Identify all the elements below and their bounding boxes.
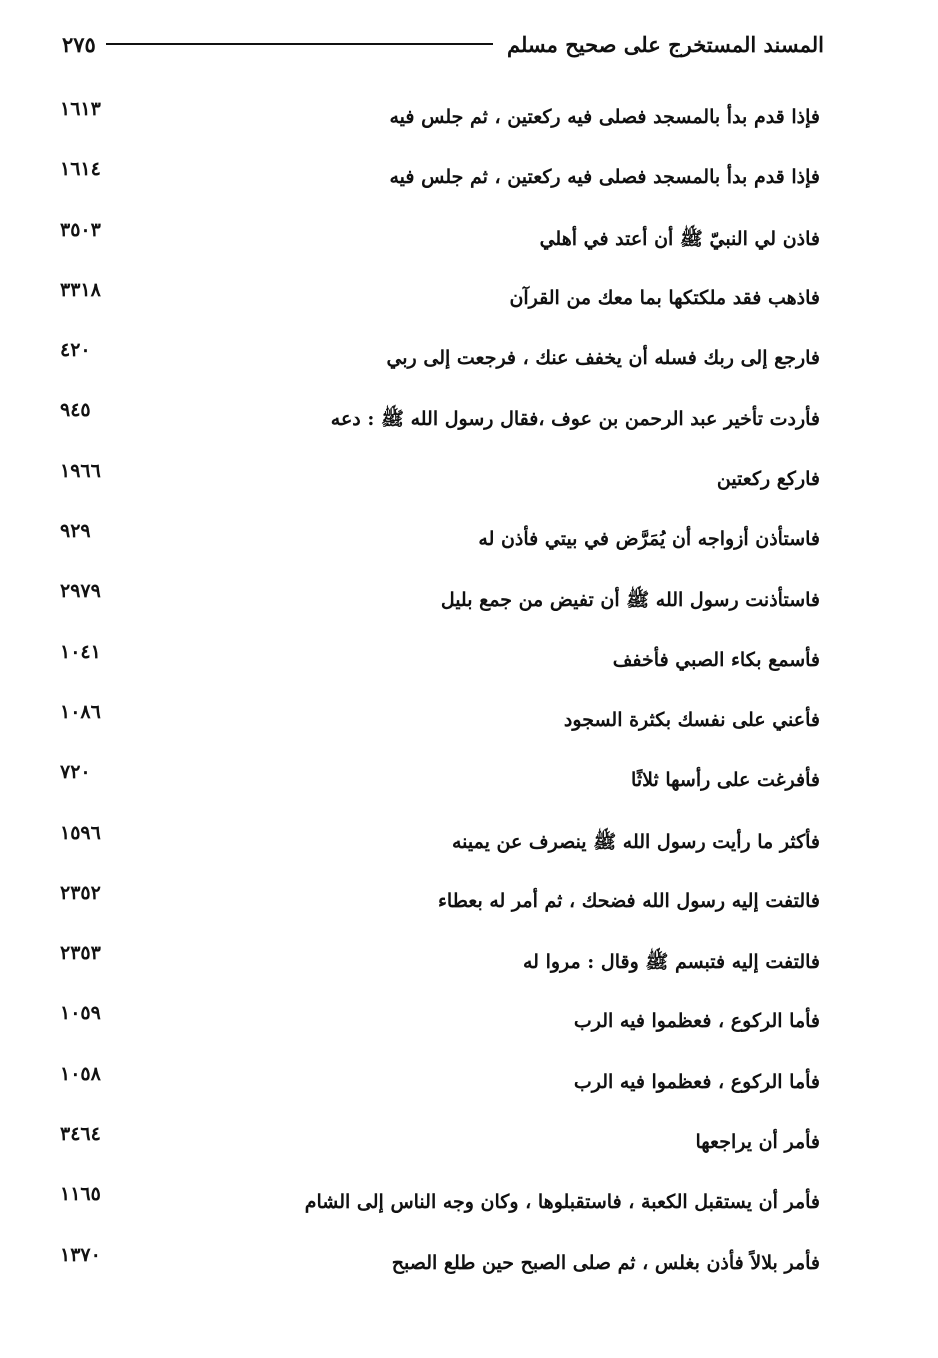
index-entry bbox=[60, 273, 820, 333]
index-entry bbox=[60, 514, 820, 574]
entry-number: ١٣٧٠ bbox=[60, 1243, 101, 1266]
entry-number: ١١٦٥ bbox=[60, 1183, 101, 1206]
entry-number: ٣٣١٨ bbox=[60, 278, 101, 301]
index-entry bbox=[60, 876, 820, 936]
index-entry bbox=[60, 1057, 820, 1117]
entry-text: فإذا قدم بدأ بالمسجد فصلى فيه ركعتين ، ثم جلس فيه bbox=[389, 166, 820, 189]
entry-text: فاركع ركعتين bbox=[716, 467, 820, 490]
index-entry bbox=[60, 152, 820, 212]
entry-text: فأمر أن يستقبل الكعبة ، فاستقبلوها ، وكان وجه الناس إلى الشام bbox=[304, 1191, 820, 1214]
index-entry bbox=[60, 996, 820, 1056]
index-entry bbox=[60, 1117, 820, 1177]
entry-text: فاستأذنت رسول الله ﷺ أن تفيض من جمع بليل bbox=[440, 589, 820, 612]
entry-number: ١٦١٣ bbox=[60, 98, 101, 120]
entry-number: ١٠٥٨ bbox=[60, 1062, 101, 1085]
entry-text: فأما الركوع ، فعظموا فيه الرب bbox=[573, 1070, 820, 1093]
entry-text: فإذا قدم بدأ بالمسجد فصلى فيه ركعتين ، ثم جلس فيه bbox=[389, 106, 820, 128]
entry-number: ٢٣٥٣ bbox=[60, 942, 101, 965]
hadith-index-list bbox=[60, 92, 820, 1298]
index-entry bbox=[60, 755, 820, 815]
entry-number: ١٠٥٩ bbox=[60, 1002, 101, 1025]
index-entry bbox=[60, 1238, 820, 1298]
index-entry bbox=[60, 635, 820, 695]
page-number: ٢٧٥ bbox=[62, 31, 96, 57]
entry-text: فاستأذن أزواجه أن يُمَرَّض في بيتي فأذن له bbox=[478, 528, 820, 551]
entry-number: ٣٤٦٤ bbox=[60, 1123, 101, 1146]
entry-number: ٤٢٠ bbox=[60, 339, 91, 362]
entry-text: فاذهب فقد ملكتكها بما معك من القرآن bbox=[509, 286, 820, 309]
entry-number: ٣٥٠٣ bbox=[60, 218, 101, 241]
entry-number: ١٠٨٦ bbox=[60, 700, 101, 723]
entry-text: فأسمع بكاء الصبي فأخفف bbox=[612, 648, 820, 671]
entry-text: فأمر بلالاً فأذن بغلس ، ثم صلى الصبح حين طلع الصبح bbox=[391, 1251, 820, 1274]
index-entry bbox=[60, 333, 820, 393]
index-entry bbox=[60, 695, 820, 755]
entry-number: ٢٣٥٢ bbox=[60, 881, 101, 904]
entry-text: فأعني على نفسك بكثرة السجود bbox=[563, 708, 820, 731]
page-header bbox=[62, 22, 824, 66]
entry-text: فاذن لي النبيّ ﷺ أن أعتد في أهلي bbox=[539, 227, 820, 250]
index-entry bbox=[60, 1177, 820, 1237]
entry-text: فالتفت إليه رسول الله فضحك ، ثم أمر له بعطاء bbox=[437, 889, 820, 912]
entry-number: ١٥٩٦ bbox=[60, 821, 101, 844]
entry-number: ١٩٦٦ bbox=[60, 459, 101, 482]
entry-number: ١٠٤١ bbox=[60, 640, 101, 663]
entry-text: فأمر أن يراجعها bbox=[695, 1131, 820, 1154]
book-title: المسند المستخرج على صحيح مسلم bbox=[506, 31, 824, 57]
entry-text: فأما الركوع ، فعظموا فيه الرب bbox=[573, 1010, 820, 1033]
header-rule bbox=[106, 43, 493, 45]
index-entry bbox=[60, 92, 820, 152]
index-entry bbox=[60, 936, 820, 996]
entry-text: فالتفت إليه فتبسم ﷺ وقال : مروا له bbox=[522, 951, 820, 974]
entry-number: ٩٤٥ bbox=[60, 399, 91, 422]
entry-text: فارجع إلى ربك فسله أن يخفف عنك ، فرجعت إلى ربي bbox=[386, 347, 820, 370]
entry-number: ٢٩٧٩ bbox=[60, 580, 101, 603]
index-entry bbox=[60, 454, 820, 514]
entry-number: ١٦١٤ bbox=[60, 158, 101, 181]
index-entry bbox=[60, 213, 820, 273]
index-entry bbox=[60, 393, 820, 453]
entry-number: ٧٢٠ bbox=[60, 761, 91, 784]
entry-text: فأفرغت على رأسها ثلاثًا bbox=[631, 769, 820, 792]
entry-text: فأكثر ما رأيت رسول الله ﷺ ينصرف عن يمينه bbox=[451, 830, 820, 853]
index-entry bbox=[60, 574, 820, 634]
entry-number: ٩٢٩ bbox=[60, 520, 91, 543]
entry-text: فأردت تأخير عبد الرحمن بن عوف ،فقال رسول الله ﷺ : دعه bbox=[330, 408, 820, 431]
index-entry bbox=[60, 816, 820, 876]
